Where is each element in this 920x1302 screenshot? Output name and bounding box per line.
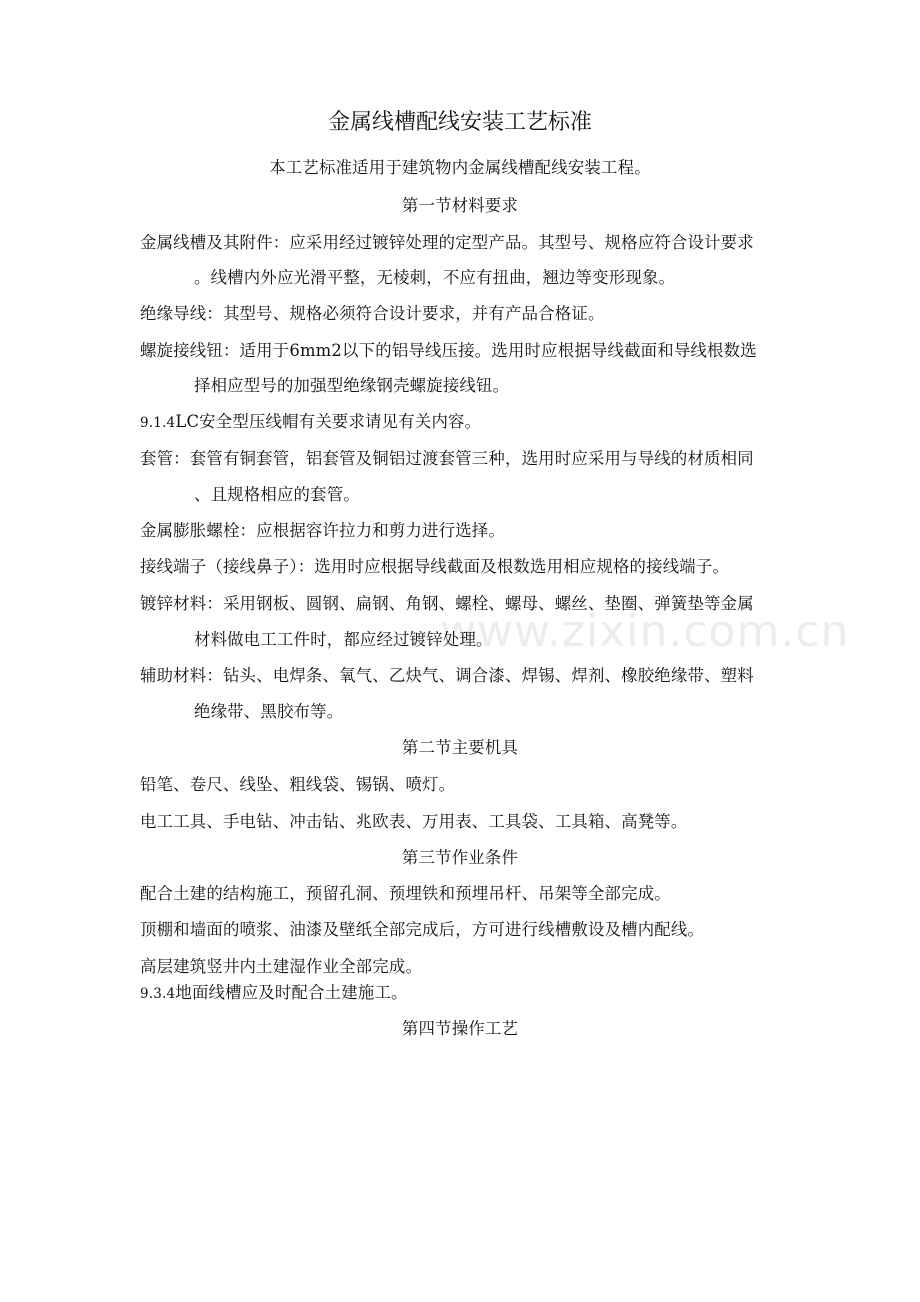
paragraph-line: 、且规格相应的套管。 <box>194 485 360 504</box>
item-text: LC安全型压线帽有关要求请见有关内容。 <box>175 412 482 431</box>
paragraph-line: 绝缘带、黑胶布等。 <box>194 702 344 721</box>
paragraph-line <box>140 412 481 433</box>
paragraph-line: 绝缘导线：其型号、规格必须符合设计要求，并有产品合格证。 <box>140 304 605 323</box>
watermark: www.zixin.com.cn <box>440 606 850 657</box>
section-heading-tools: 第二节主要机具 <box>401 738 519 757</box>
item-number: 9.1.4 <box>140 415 176 431</box>
paragraph-line: 电工工具、手电钻、冲击钻、兆欧表、万用表、工具袋、工具箱、高凳等。 <box>140 812 688 831</box>
item-number: 9.3.4 <box>140 986 176 1002</box>
section-heading-process: 第四节操作工艺 <box>401 1019 519 1038</box>
paragraph-line: 辅助材料：钻头、电焊条、氧气、乙炔气、调合漆、焊锡、焊剂、橡胶绝缘带、塑料 <box>140 666 754 685</box>
paragraph-line: 接线端子（接线鼻子）：选用时应根据导线截面及根数选用相应规格的接线端子。 <box>140 557 730 576</box>
intro-text: 本工艺标准适用于建筑物内金属线槽配线安装工程。 <box>269 158 651 177</box>
paragraph-line: 配合土建的结构施工，预留孔洞、预埋铁和预埋吊杆、吊架等全部完成。 <box>140 884 671 903</box>
paragraph-line: 材料做电工工件时，都应经过镀锌处理。 <box>194 630 493 649</box>
paragraph-line: 。线槽内外应光滑平整，无棱刺，不应有扭曲，翘边等变形现象。 <box>194 268 676 287</box>
paragraph-line: 金属线槽及其附件：应采用经过镀锌处理的定型产品。其型号、规格应符合设计要求 <box>140 233 754 252</box>
paragraph-line: 套管：套管有铜套管，铝套管及铜铝过渡套管三种，选用时应采用与导线的材质相同 <box>140 449 754 468</box>
section-heading-conditions: 第三节作业条件 <box>401 848 519 867</box>
paragraph-line: 螺旋接线钮：适用于6mm2以下的铝导线压接。选用时应根据导线截面和导线根数选 <box>140 341 757 360</box>
paragraph-line: 铅笔、卷尺、线坠、粗线袋、锡锅、喷灯。 <box>140 775 456 794</box>
paragraph-line: 镀锌材料：采用钢板、圆钢、扁钢、角钢、螺栓、螺母、螺丝、垫圈、弹簧垫等金属 <box>140 594 754 613</box>
paragraph-line: 金属膨胀螺栓：应根据容许拉力和剪力进行选择。 <box>140 521 505 540</box>
item-text: 地面线槽应及时配合土建施工。 <box>175 983 408 1002</box>
paragraph-line: 顶棚和墙面的喷浆、油漆及壁纸全部完成后，方可进行线槽敷设及槽内配线。 <box>140 920 705 939</box>
document-title: 金属线槽配线安装工艺标准 <box>327 110 592 135</box>
paragraph-line <box>140 983 408 1004</box>
section-heading-materials: 第一节材料要求 <box>401 196 519 215</box>
paragraph-line: 高层建筑竖井内土建湿作业全部完成。 <box>140 957 423 976</box>
paragraph-line: 择相应型号的加强型绝缘钢壳螺旋接线钮。 <box>194 376 510 395</box>
